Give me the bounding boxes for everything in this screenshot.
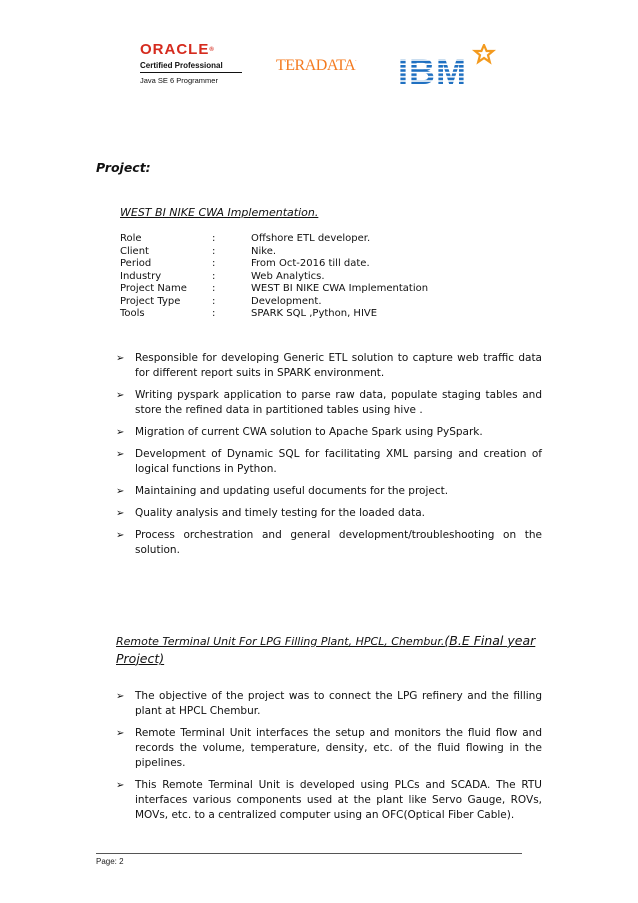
page-number: Page: 2 [96, 857, 124, 866]
arrow-bullet-icon: ➢ [116, 508, 125, 519]
detail-value: Web Analytics. [251, 270, 325, 282]
project2-title [116, 632, 546, 668]
detail-row-role [120, 233, 428, 246]
bullet-text: Development of Dynamic SQL for facilitating XML parsing and creation of logical functions in Python. [135, 448, 542, 475]
detail-value: From Oct-2016 till date. [251, 258, 370, 269]
list-item [116, 447, 542, 477]
project1-details [120, 233, 428, 321]
detail-colon: : [212, 258, 216, 269]
bullet-text: Writing pyspark application to parse raw data, populate staging tables and store the refined data in partitioned tables using hive . [135, 389, 542, 416]
list-item [116, 351, 542, 381]
project2-title-main: Remote Terminal Unit For LPG Filling Plant, HPCL, Chembur. [116, 635, 445, 648]
detail-label: Period [120, 258, 152, 269]
detail-label: Industry [120, 270, 162, 282]
detail-label: Project Name [120, 283, 187, 294]
detail-label: Role [120, 233, 142, 244]
arrow-bullet-icon: ➢ [116, 390, 125, 401]
oracle-java-label: Java SE 6 Programmer [140, 76, 218, 85]
project1-title: WEST BI NIKE CWA Implementation. [120, 206, 319, 219]
oracle-wordmark: ORACLE [140, 41, 210, 58]
teradata-wordmark: TERADATA [276, 57, 356, 74]
detail-value: WEST BI NIKE CWA Implementation [251, 283, 429, 294]
detail-colon: : [212, 270, 216, 282]
list-item [116, 528, 542, 558]
detail-colon: : [212, 308, 216, 319]
ibm-logo [396, 44, 500, 88]
bullet-text: Maintaining and updating useful documents for the project. [135, 485, 449, 497]
list-item [116, 425, 542, 440]
project2-title-tail: (B.E Final year Project) [116, 633, 536, 666]
bullet-text: Migration of current CWA solution to Apache Spark using PySpark. [135, 426, 483, 438]
teradata-mark: . [355, 57, 357, 63]
bullet-text: Quality analysis and timely testing for the loaded data. [135, 507, 425, 519]
detail-label: Project Type [120, 295, 181, 307]
detail-colon: : [212, 233, 216, 244]
arrow-bullet-icon: ➢ [116, 486, 125, 497]
arrow-bullet-icon: ➢ [116, 691, 125, 702]
detail-value: Nike. [251, 245, 277, 257]
detail-row-tools [120, 308, 428, 321]
list-item [116, 778, 542, 823]
detail-label: Client [120, 245, 149, 257]
detail-row-client [120, 246, 428, 259]
detail-colon: : [212, 295, 216, 307]
bullet-text: The objective of the project was to connect the LPG refinery and the filling plant at HPCL Chembur. [135, 690, 542, 717]
detail-value: Offshore ETL developer. [251, 233, 371, 244]
list-item [116, 388, 542, 418]
oracle-certification-logo [140, 42, 242, 85]
arrow-bullet-icon: ➢ [116, 449, 125, 460]
bullet-text: Responsible for developing Generic ETL solution to capture web traffic data for different report suits in SPARK environment. [135, 352, 542, 379]
detail-row-project-name [120, 283, 428, 296]
detail-row-project-type [120, 296, 428, 309]
project1-responsibilities [116, 351, 542, 565]
arrow-bullet-icon: ➢ [116, 728, 125, 739]
bullet-text: Process orchestration and general development/troubleshooting on the solution. [135, 529, 542, 556]
detail-colon: : [212, 245, 216, 257]
detail-value: SPARK SQL ,Python, HIVE [251, 308, 378, 319]
detail-colon: : [212, 283, 216, 294]
bullet-text: This Remote Terminal Unit is developed using PLCs and SCADA. The RTU interfaces various components used at the plant like Servo Gauge, ROVs, MOVs, etc. to a centralized computer using an OFC(Optical Fiber Cable). [135, 779, 542, 821]
arrow-bullet-icon: ➢ [116, 780, 125, 791]
arrow-bullet-icon: ➢ [116, 530, 125, 541]
teradata-logo [276, 57, 356, 75]
arrow-bullet-icon: ➢ [116, 427, 125, 438]
detail-row-industry [120, 271, 428, 284]
detail-row-period [120, 258, 428, 271]
ibm-star-icon [475, 45, 493, 62]
detail-value: Development. [251, 295, 322, 307]
list-item [116, 506, 542, 521]
list-item [116, 484, 542, 499]
footer-divider [96, 853, 522, 854]
detail-label: Tools [120, 308, 145, 319]
oracle-certified-label: Certified Professional [140, 61, 242, 73]
project2-description [116, 689, 542, 830]
bullet-text: Remote Terminal Unit interfaces the setup and monitors the fluid flow and records the volume, temperature, density, etc. of the fluid flowing in the pipelines. [135, 727, 542, 769]
list-item [116, 726, 542, 771]
ibm-wordmark: IBM [398, 51, 467, 88]
list-item [116, 689, 542, 719]
arrow-bullet-icon: ➢ [116, 353, 125, 364]
oracle-registered-mark: ® [209, 47, 215, 53]
project-heading: Project: [96, 160, 151, 175]
